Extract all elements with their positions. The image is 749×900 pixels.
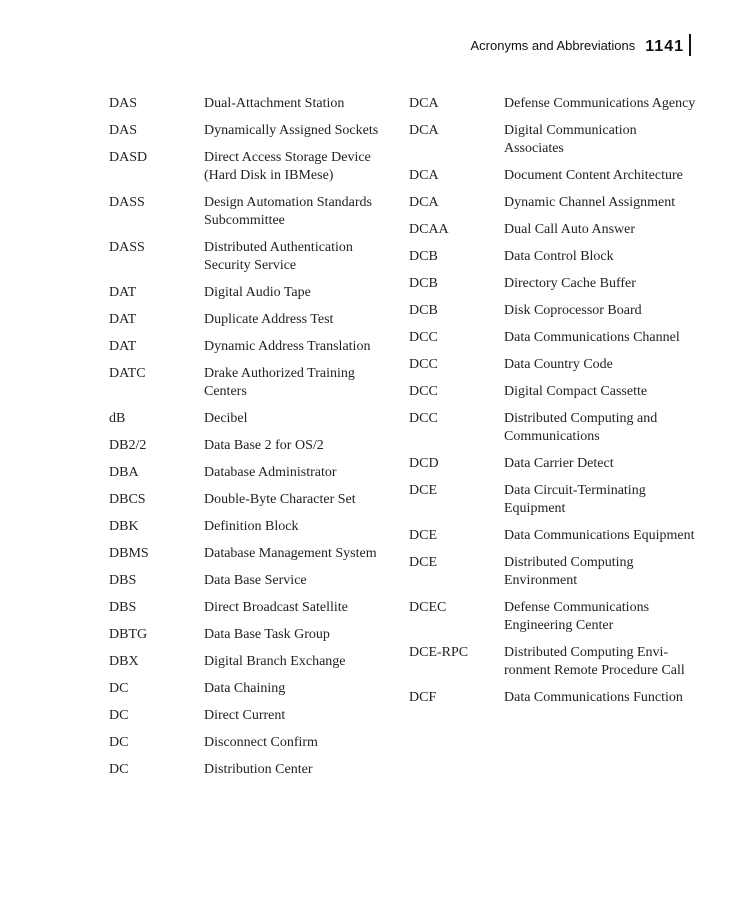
- definition: Double-Byte Character Set: [204, 492, 356, 507]
- acronym: DASS: [109, 240, 145, 255]
- definition: Decibel: [204, 411, 248, 426]
- acronym: DCEC: [409, 600, 447, 615]
- definition: Defense Communications Engineering Center: [504, 600, 650, 633]
- glossary-entry: [409, 410, 699, 446]
- glossary-entry: [109, 311, 399, 329]
- acronym: DATC: [109, 366, 146, 381]
- glossary-entry: [409, 167, 699, 185]
- glossary-entry: [109, 491, 399, 509]
- acronym: DCC: [409, 357, 438, 372]
- glossary-entry: [409, 275, 699, 293]
- glossary-entry: [109, 599, 399, 617]
- acronym: DCC: [409, 411, 438, 426]
- definition: Dynamic Channel Assignment: [504, 195, 676, 210]
- glossary-entry: [409, 194, 699, 212]
- definition: Data Chaining: [204, 681, 286, 696]
- definition: Document Content Architecture: [504, 168, 683, 183]
- acronym: DBX: [109, 654, 139, 669]
- left-column: [109, 95, 399, 788]
- definition: Data Base 2 for OS/2: [204, 438, 324, 453]
- acronym: DAS: [109, 123, 138, 138]
- definition: Defense Communications Agency: [504, 96, 696, 111]
- acronym: DCC: [409, 384, 438, 399]
- glossary-entry: [409, 302, 699, 320]
- acronym: DC: [109, 681, 129, 696]
- glossary-entry: [109, 680, 399, 698]
- acronym: dB: [109, 411, 126, 426]
- glossary-entry: [109, 626, 399, 644]
- glossary-entry: [109, 239, 399, 275]
- definition: Distributed Computing Envi-ronment Remote Procedure Call: [504, 645, 685, 678]
- acronym: DASD: [109, 150, 148, 165]
- definition: Data Carrier Detect: [504, 456, 614, 471]
- acronym: DAT: [109, 339, 137, 354]
- glossary-entry: [109, 437, 399, 455]
- acronym: DBTG: [109, 627, 148, 642]
- acronym: DBK: [109, 519, 139, 534]
- acronym: DCA: [409, 123, 439, 138]
- glossary-entry: [109, 338, 399, 356]
- glossary-entry: [409, 689, 699, 707]
- acronym: DAT: [109, 312, 137, 327]
- definition: Data Communications Function: [504, 690, 683, 705]
- definition: Digital Communication Associates: [504, 123, 637, 156]
- definition: Digital Audio Tape: [204, 285, 311, 300]
- definition: Database Management System: [204, 546, 377, 561]
- definition: Data Communications Channel: [504, 330, 680, 345]
- definition: Data Base Service: [204, 573, 307, 588]
- glossary-entry: [409, 122, 699, 158]
- definition: Direct Broadcast Satellite: [204, 600, 348, 615]
- acronym: DCE: [409, 483, 437, 498]
- glossary-entry: [409, 95, 699, 113]
- definition: Data Circuit-Terminating Equipment: [504, 483, 646, 516]
- acronym: DCA: [409, 168, 439, 183]
- glossary-entry: [109, 518, 399, 536]
- definition: Distribution Center: [204, 762, 313, 777]
- definition: Design Automation Standards Subcommittee: [204, 195, 372, 228]
- glossary-entry: [109, 95, 399, 113]
- acronym: DBMS: [109, 546, 149, 561]
- acronym: DAT: [109, 285, 137, 300]
- definition: Data Base Task Group: [204, 627, 330, 642]
- definition: Dynamically Assigned Sockets: [204, 123, 379, 138]
- glossary-entry: [409, 527, 699, 545]
- glossary-entry: [109, 410, 399, 428]
- definition: Dual Call Auto Answer: [504, 222, 636, 237]
- header-title: Acronyms and Abbreviations: [470, 38, 636, 53]
- glossary-entry: [109, 464, 399, 482]
- acronym: DBCS: [109, 492, 146, 507]
- acronym: DCB: [409, 276, 438, 291]
- acronym: DCA: [409, 96, 439, 111]
- acronym: DCD: [409, 456, 439, 471]
- acronym: DCAA: [409, 222, 449, 237]
- acronym: DCA: [409, 195, 439, 210]
- definition: Drake Authorized Training Centers: [204, 366, 355, 399]
- definition: Dynamic Address Translation: [204, 339, 371, 354]
- glossary-entry: [409, 554, 699, 590]
- definition: Digital Branch Exchange: [204, 654, 346, 669]
- glossary-entry: [109, 707, 399, 725]
- glossary-entry: [109, 194, 399, 230]
- acronym: DASS: [109, 195, 145, 210]
- definition: Direct Access Storage Device (Hard Disk in IBMese): [204, 150, 371, 183]
- acronym: DC: [109, 735, 129, 750]
- right-column: [409, 95, 699, 716]
- glossary-entry: [409, 482, 699, 518]
- definition: Distributed Authentication Security Service: [204, 240, 353, 273]
- page-number: 1141: [645, 34, 691, 56]
- acronym: DC: [109, 762, 129, 777]
- definition: Distributed Computing Environment: [504, 555, 634, 588]
- acronym: DCE: [409, 528, 437, 543]
- glossary-entry: [109, 572, 399, 590]
- acronym: DBS: [109, 600, 137, 615]
- acronym: DCB: [409, 303, 438, 318]
- definition: Disconnect Confirm: [204, 735, 318, 750]
- acronym: DCC: [409, 330, 438, 345]
- acronym: DC: [109, 708, 129, 723]
- glossary-entry: [109, 653, 399, 671]
- glossary-entry: [109, 734, 399, 752]
- running-header: [471, 34, 691, 56]
- definition: Data Control Block: [504, 249, 614, 264]
- definition: Directory Cache Buffer: [504, 276, 636, 291]
- glossary-entry: [409, 455, 699, 473]
- acronym: DCE-RPC: [409, 645, 469, 660]
- acronym: DBS: [109, 573, 137, 588]
- glossary-entry: [409, 599, 699, 635]
- glossary-entry: [109, 284, 399, 302]
- definition: Definition Block: [204, 519, 299, 534]
- acronym: DBA: [109, 465, 139, 480]
- glossary-entry: [409, 383, 699, 401]
- glossary-entry: [409, 329, 699, 347]
- acronym: DAS: [109, 96, 138, 111]
- glossary-entry: [409, 644, 699, 680]
- definition: Data Communications Equipment: [504, 528, 695, 543]
- definition: Digital Compact Cassette: [504, 384, 648, 399]
- glossary-entry: [109, 365, 399, 401]
- acronym: DCF: [409, 690, 437, 705]
- glossary-entry: [109, 149, 399, 185]
- glossary-entry: [409, 248, 699, 266]
- acronym: DCB: [409, 249, 438, 264]
- glossary-entry: [109, 122, 399, 140]
- glossary-entry: [109, 545, 399, 563]
- definition: Distributed Computing and Communications: [504, 411, 658, 444]
- definition: Dual-Attachment Station: [204, 96, 345, 111]
- definition: Data Country Code: [504, 357, 613, 372]
- glossary-entry: [409, 221, 699, 239]
- glossary-entry: [409, 356, 699, 374]
- definition: Duplicate Address Test: [204, 312, 334, 327]
- acronym: DCE: [409, 555, 437, 570]
- glossary-entry: [109, 761, 399, 779]
- acronym: DB2/2: [109, 438, 147, 453]
- definition: Disk Coprocessor Board: [504, 303, 642, 318]
- definition: Database Administrator: [204, 465, 337, 480]
- definition: Direct Current: [204, 708, 286, 723]
